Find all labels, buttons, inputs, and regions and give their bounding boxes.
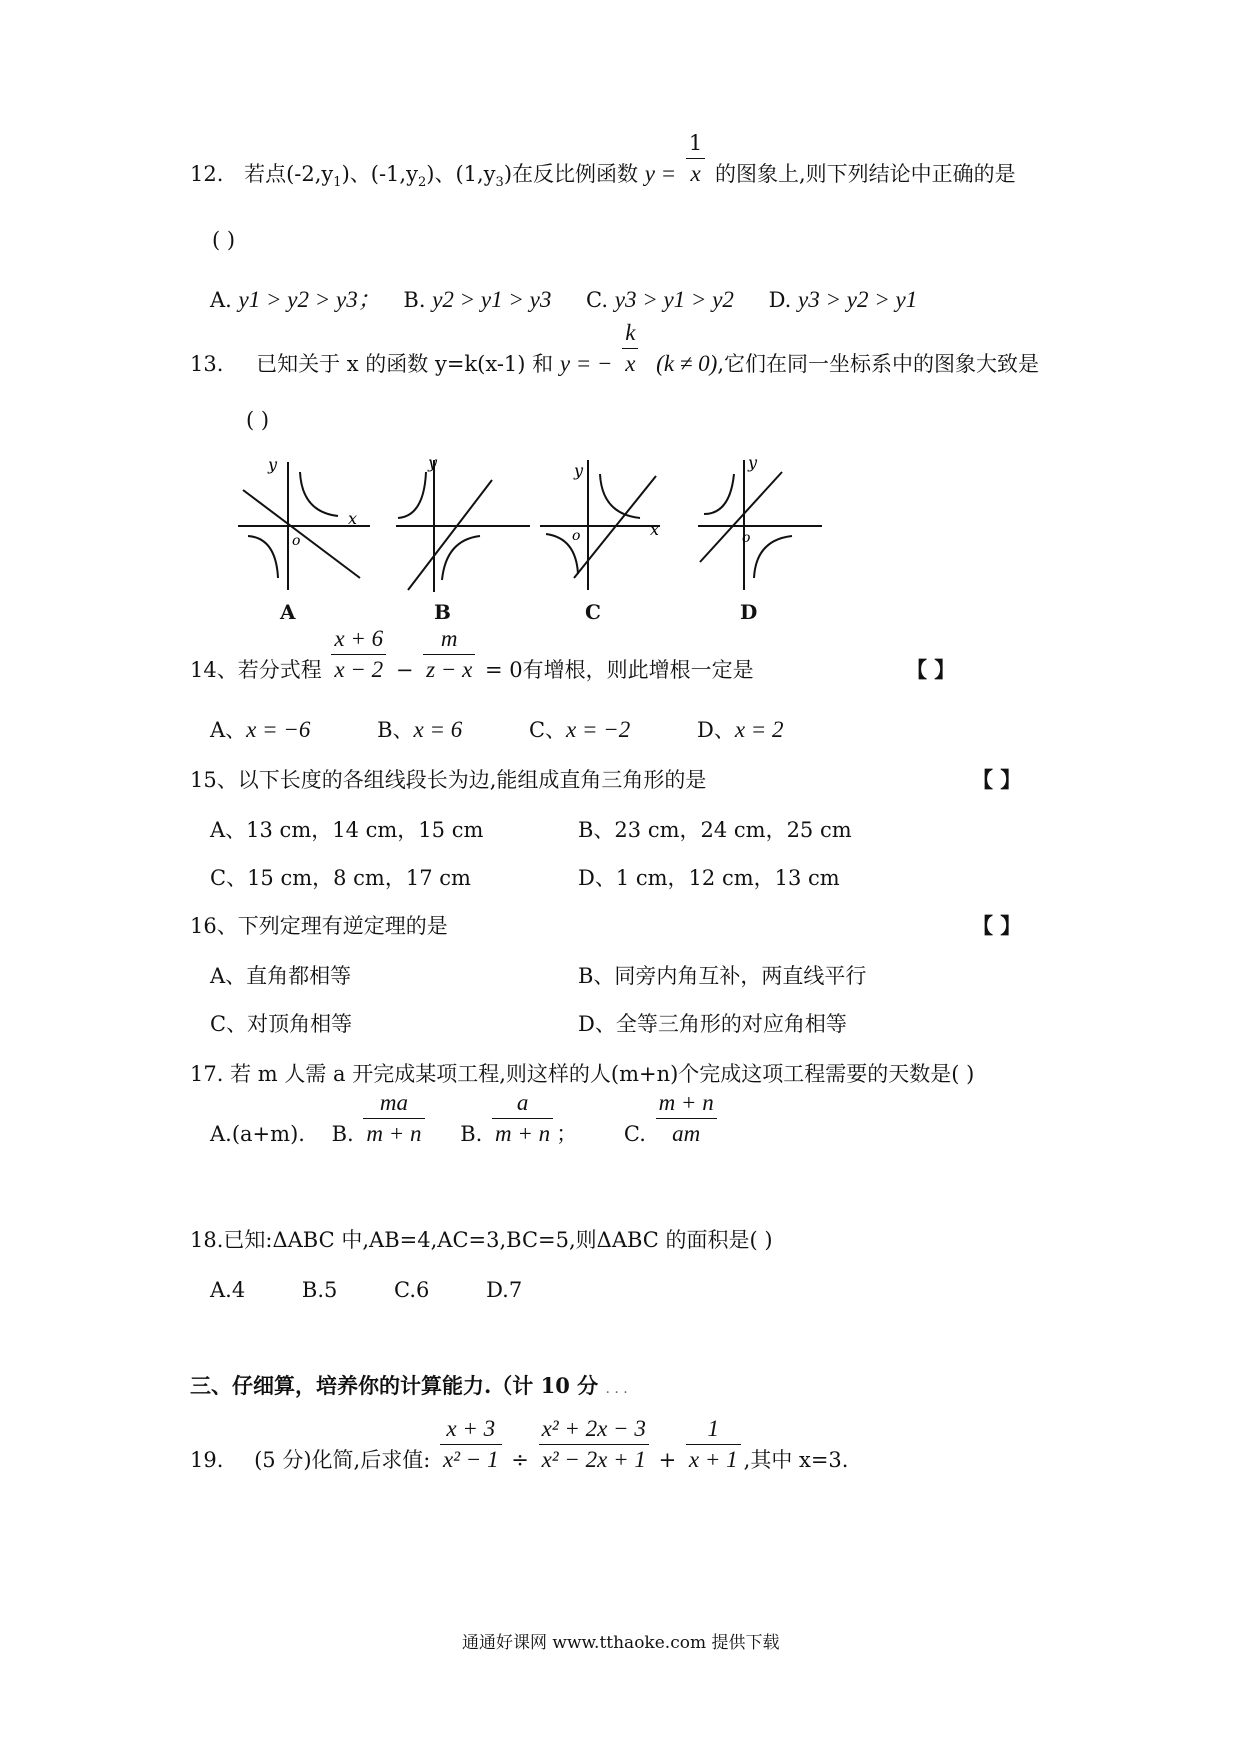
graph-c-x-label: x (650, 520, 660, 539)
q12-paren: ( ) (212, 228, 236, 252)
graph-d-label: D (740, 600, 758, 624)
q17-opt-b1-label: B. (331, 1122, 354, 1146)
q17-opt-c-label: C. (623, 1122, 646, 1146)
q14-f2-den: z − x (426, 657, 473, 682)
graph-a-origin: o (292, 533, 301, 549)
q19-number: 19. (190, 1448, 224, 1472)
section-3-title (190, 1372, 628, 1403)
q14-opt-a-label: A、 (210, 718, 247, 742)
q17-c-den: am (672, 1121, 701, 1146)
q19-fraction-3 (686, 1414, 741, 1475)
q12-opt-b-label: B. (403, 288, 426, 312)
q19-f1-den: x² − 1 (442, 1447, 499, 1472)
q13-paren: ( ) (246, 408, 270, 432)
q12-opt-d-label: D. (768, 288, 792, 312)
q17-b2-num: a (492, 1088, 553, 1119)
q15-opt-b: B、23 cm，24 cm，25 cm (578, 818, 852, 842)
q14-opt-d-label: D、 (696, 718, 735, 742)
graph-c-origin: o (572, 528, 581, 544)
q18-opt-b: B.5 (301, 1278, 338, 1302)
q16-opt-b: B、同旁内角互补，两直线平行 (578, 964, 867, 988)
q14-opt-d: x = 2 (734, 717, 784, 742)
q18-opt-d: D.7 (486, 1278, 523, 1302)
q17-options (210, 1090, 720, 1149)
graph-c-y-label: y (574, 461, 584, 480)
q17-b1-num: ma (363, 1088, 424, 1119)
q13-fraction (622, 318, 638, 379)
q12-line: 12. 若点$(-2,y_1)$、$(-1,y_2)$、$(1,y_3)$在反比例函数 y = $\frac{1}{x}$ 的图象上,则下列结论中正确的是 (190, 160, 1016, 197)
q18-opt-a: A.4 (210, 1278, 246, 1302)
q17-opt-a: A.(a+m). (210, 1122, 305, 1146)
q18-stem: 18.已知:ΔABC 中,AB=4,AC=3,BC=5,则ΔABC 的面积是( ) (190, 1228, 773, 1252)
q14-stem-a: 14、若分式程 (190, 658, 322, 682)
q12-opt-d: y3 > y2 > y1 (798, 287, 918, 312)
q12-frac-den: x (690, 161, 701, 186)
q14-line (190, 626, 754, 685)
q13-frac-num: k (622, 318, 638, 349)
q17-opt-c-frac (656, 1088, 717, 1149)
q17-b1-den: m + n (366, 1121, 422, 1146)
q17-b2-den: m + n (495, 1121, 551, 1146)
q13-stem-b: ,它们在同一坐标系中的图象大致是 (717, 352, 1040, 376)
q19-f3-den: x + 1 (688, 1447, 738, 1472)
q19-fraction-1 (440, 1414, 502, 1475)
q19-tail: ,其中 x=3. (743, 1448, 849, 1472)
graph-d (690, 450, 840, 600)
q12-opt-c-label: C. (586, 288, 609, 312)
q17-opt-b2-tail: ； (556, 1122, 578, 1146)
q16-opt-c: C、对顶角相等 (210, 1012, 353, 1036)
graph-b-label: B (434, 600, 451, 624)
q12-opt-a: y1 > y2 > y3； (238, 287, 381, 312)
q16-opt-a: A、直角都相等 (210, 964, 352, 988)
q17-opt-b1-frac (363, 1088, 424, 1149)
q12-stem-a: 若点(-2,y (244, 162, 334, 186)
q12-stem-e: 的图象上,则下列结论中正确的是 (714, 162, 1016, 186)
q17-opt-b2-label: B. (460, 1122, 483, 1146)
q14-options (210, 716, 784, 744)
q14-opt-b-label: B、 (377, 718, 414, 742)
q12-opt-c: y3 > y1 > y2 (614, 287, 734, 312)
q17-opt-b2-frac (492, 1088, 553, 1149)
q19-stem: (5 分)化简,后求值: (254, 1448, 431, 1472)
graph-d-origin: o (742, 530, 751, 546)
q12-stem-b: )、(-1,y (341, 162, 418, 186)
q13-condition: (k ≠ 0) (656, 351, 718, 376)
q14-opt-c-label: C、 (528, 718, 567, 742)
q14-f1-den: x − 2 (334, 657, 384, 682)
q18-options (210, 1276, 522, 1304)
graph-c (538, 450, 688, 600)
q19-line (190, 1416, 849, 1475)
q12-frac-num: 1 (686, 128, 705, 159)
q19-f2-den: x² − 2x + 1 (541, 1447, 646, 1472)
graph-b-y-label: y (428, 453, 438, 472)
q14-fraction-1 (331, 624, 386, 685)
q16-bracket: 【 】 (972, 913, 1022, 938)
q12-opt-a-label: A. (210, 288, 232, 312)
graph-a (228, 450, 378, 600)
q19-fraction-2 (539, 1414, 649, 1475)
q12-number: 12. (190, 162, 224, 186)
q12-stem-d: )在反比例函数 (503, 162, 639, 186)
q14-bracket: 【 】 (906, 657, 956, 682)
q15-bracket: 【 】 (972, 767, 1022, 792)
section-3-title-text: 三、仔细算，培养你的计算能力.（计 10 分 (190, 1373, 599, 1398)
q14-stem-b: 有增根，则此增根一定是 (522, 658, 754, 682)
graph-b (388, 450, 538, 600)
q15-opt-c: C、15 cm，8 cm，17 cm (210, 866, 471, 890)
q14-fraction-2 (423, 624, 475, 685)
q19-f1-num: x + 3 (440, 1414, 502, 1445)
graph-a-label: A (280, 600, 296, 624)
q14-eq: = 0 (485, 658, 523, 682)
q17-stem: 17. 若 m 人需 a 开完成某项工程,则这样的人(m+n)个完成这项工程需要的天数是( ) (190, 1062, 975, 1086)
q15-opt-d: D、1 cm，12 cm，13 cm (578, 866, 840, 890)
q12-options (210, 286, 917, 314)
section-3-dots: . . . (605, 1381, 628, 1397)
q14-f2-num: m (423, 624, 475, 655)
q13-line (190, 320, 1040, 379)
q12-opt-b: y2 > y1 > y3 (432, 287, 552, 312)
q12-stem-c: )、(1,y (426, 162, 496, 186)
q13-frac-den: x (625, 351, 636, 376)
footer-credit: 通通好课网 www.tthaoke.com 提供下载 (462, 1633, 780, 1653)
q19-div: ÷ (511, 1448, 529, 1472)
q13-func-lhs: y = − (559, 351, 613, 376)
q19-f2-num: x² + 2x − 3 (539, 1414, 649, 1445)
q18-opt-c: C.6 (394, 1278, 430, 1302)
q15-opt-a: A、13 cm，14 cm，15 cm (210, 818, 484, 842)
q19-f3-num: 1 (686, 1414, 741, 1445)
q17-c-num: m + n (656, 1088, 717, 1119)
q14-opt-c: x = −2 (566, 717, 631, 742)
q14-opt-b: x = 6 (413, 717, 463, 742)
q14-minus: − (395, 658, 414, 682)
q16-stem: 16、下列定理有逆定理的是 (190, 914, 448, 938)
q14-opt-a: x = −6 (246, 717, 311, 742)
q14-f1-num: x + 6 (331, 624, 386, 655)
q13-stem-a: 已知关于 x 的函数 y=k(x-1) 和 (256, 352, 554, 376)
graph-a-y-label: y (268, 455, 278, 474)
graph-d-y-label: y (748, 453, 758, 472)
graph-a-x-label: x (348, 509, 358, 528)
q19-plus: + (658, 1448, 677, 1472)
q16-opt-d: D、全等三角形的对应角相等 (578, 1012, 847, 1036)
q13-number: 13. (190, 352, 224, 376)
q15-stem: 15、以下长度的各组线段长为边,能组成直角三角形的是 (190, 768, 707, 792)
q12-func-lhs: y = (644, 161, 677, 186)
q12-fraction (686, 128, 705, 189)
graph-c-label: C (585, 600, 601, 624)
